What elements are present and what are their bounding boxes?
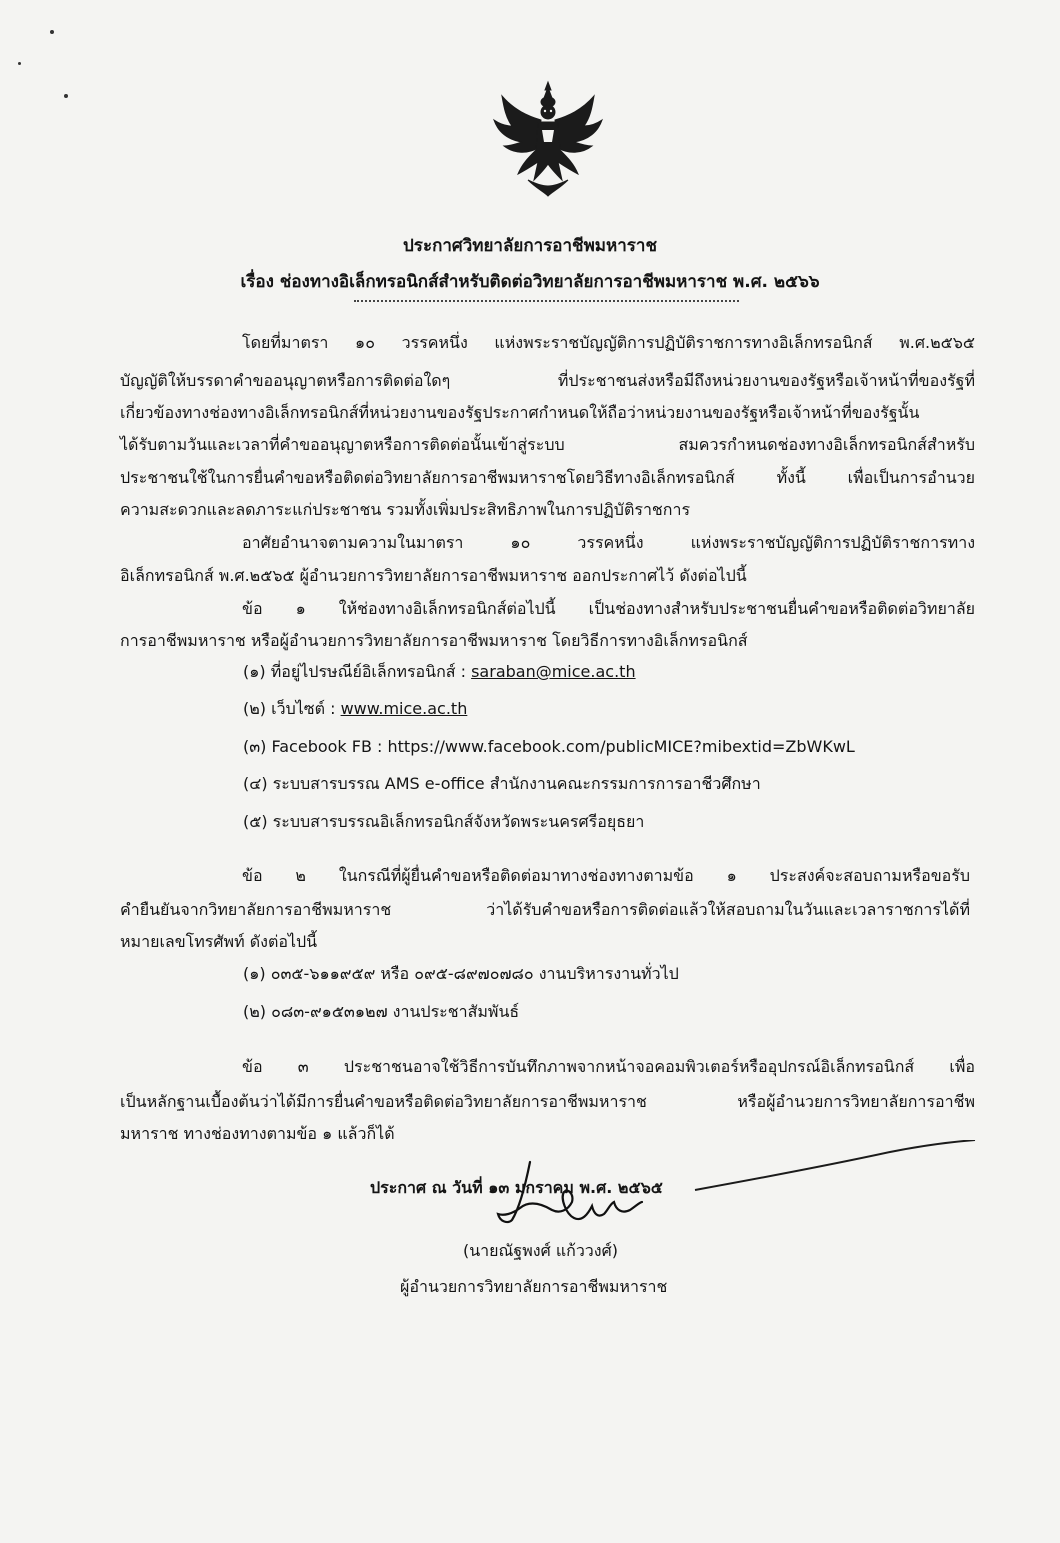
phone-general-admin: (๑) ๐๓๕-๖๑๑๙๕๙ หรือ ๐๙๕-๘๙๗๐๗๘๐ งานบริหารงานทั่วไป: [243, 964, 679, 983]
document-title: ประกาศวิทยาลัยการอาชีพมหาราช: [403, 236, 657, 256]
paragraph-line: เป็นหลักฐานเบื้องต้นว่าได้มีการยื่นคำขอหรือติดต่อวิทยาลัยการอาชีพมหาราช หรือผู้อำนวยการวิทยาลัยการอาชีพ: [120, 1092, 975, 1111]
website-link[interactable]: www.mice.ac.th: [340, 699, 468, 718]
scan-speck: [50, 30, 54, 34]
signer-position: ผู้อำนวยการวิทยาลัยการอาชีพมหาราช: [400, 1277, 668, 1296]
scan-speck: [18, 62, 21, 65]
paragraph-line: เกี่ยวข้องทางช่องทางอิเล็กทรอนิกส์ที่หน่วยงานของรัฐประกาศกำหนดให้ถือว่าหน่วยงานของรัฐหรือเจ้าหน้าที่ของรัฐนั้น: [120, 403, 920, 422]
signature-icon: [490, 1152, 665, 1232]
paragraph-line: ข้อ ๓ ประชาชนอาจใช้วิธีการบันทึกภาพจากหน้าจอคอมพิวเตอร์หรืออุปกรณ์อิเล็กทรอนิกส์ เพื่อ: [242, 1057, 975, 1076]
channel-ams-eoffice: (๔) ระบบสารบรรณ AMS e-office สำนักงานคณะกรรมการการอาชีวศึกษา: [243, 774, 761, 793]
paragraph-line: ข้อ ๒ ในกรณีที่ผู้ยื่นคำขอหรือติดต่อมาทางช่องทางตามข้อ ๑ ประสงค์จะสอบถามหรือขอรับ: [242, 866, 970, 885]
channel-email: [243, 660, 636, 684]
paragraph-line: ข้อ ๑ ให้ช่องทางอิเล็กทรอนิกส์ต่อไปนี้ เป็นช่องทางสำหรับประชาชนยื่นคำขอหรือติดต่อวิทยาลัย: [242, 599, 975, 618]
channel-website-label: (๒) เว็บไซต์ :: [243, 699, 341, 718]
channel-provincial-saraban: (๕) ระบบสารบรรณอิเล็กทรอนิกส์จังหวัดพระนครศรีอยุธยา: [243, 812, 645, 831]
paragraph-line: ประชาชนใช้ในการยื่นคำขอหรือติดต่อวิทยาลัยการอาชีพมหาราชโดยวิธีทางอิเล็กทรอนิกส์ ทั้งนี้ เพื่อเป็นการอำนวย: [120, 468, 975, 487]
paragraph-line: การอาชีพมหาราช หรือผู้อำนวยการวิทยาลัยการอาชีพมหาราช โดยวิธีการทางอิเล็กทรอนิกส์: [120, 631, 748, 650]
phone-public-relations: (๒) ๐๘๓-๙๑๕๓๑๒๗ งานประชาสัมพันธ์: [243, 1002, 520, 1021]
scan-speck: [64, 94, 68, 98]
paragraph-line: โดยที่มาตรา ๑๐ วรรคหนึ่ง แห่งพระราชบัญญัติการปฏิบัติราชการทางอิเล็กทรอนิกส์ พ.ศ.๒๕๖๕: [242, 333, 975, 352]
signer-name: (นายณัฐพงศ์ แก้ววงศ์): [463, 1241, 618, 1260]
signature-flourish: [690, 1140, 980, 1200]
garuda-emblem-icon: [488, 80, 608, 198]
email-link[interactable]: saraban@mice.ac.th: [471, 662, 636, 681]
document-subject: เรื่อง ช่องทางอิเล็กทรอนิกส์สำหรับติดต่อวิทยาลัยการอาชีพมหาราช พ.ศ. ๒๕๖๖: [240, 272, 820, 292]
paragraph-line: ความสะดวกและลดภาระแก่ประชาชน รวมทั้งเพิ่มประสิทธิภาพในการปฏิบัติราชการ: [120, 500, 691, 519]
channel-website: [243, 697, 467, 721]
channel-email-label: (๑) ที่อยู่ไปรษณีย์อิเล็กทรอนิกส์ :: [243, 662, 472, 681]
paragraph-line: หมายเลขโทรศัพท์ ดังต่อไปนี้: [120, 932, 318, 951]
paragraph-line: คำยืนยันจากวิทยาลัยการอาชีพมหาราช ว่าได้รับคำขอหรือการติดต่อแล้วให้สอบถามในวันและเวลาราชการได้ที่: [120, 900, 970, 919]
paragraph-line: อาศัยอำนาจตามความในมาตรา ๑๐ วรรคหนึ่ง แห่งพระราชบัญญัติการปฏิบัติราชการทาง: [242, 533, 975, 552]
title-divider: [354, 300, 739, 302]
paragraph-line: อิเล็กทรอนิกส์ พ.ศ.๒๕๖๕ ผู้อำนวยการวิทยาลัยการอาชีพมหาราช ออกประกาศไว้ ดังต่อไปนี้: [120, 566, 747, 585]
paragraph-line: ได้รับตามวันและเวลาที่คำขออนุญาตหรือการติดต่อนั้นเข้าสู่ระบบ สมควรกำหนดช่องทางอิเล็กทรอนิกส์สำหรับ: [120, 435, 975, 454]
announcement-date: ประกาศ ณ วันที่ ๑๓ มกราคม พ.ศ. ๒๕๖๕: [370, 1178, 663, 1197]
channel-facebook: (๓) Facebook FB : https://www.facebook.com/publicMICE?mibextid=ZbWKwL: [243, 737, 855, 756]
paragraph-line: มหาราช ทางช่องทางตามข้อ ๑ แล้วก็ได้: [120, 1124, 395, 1143]
paragraph-line: บัญญัติให้บรรดาคำขออนุญาตหรือการติดต่อใดๆ ที่ประชาชนส่งหรือมีถึงหน่วยงานของรัฐหรือเจ้าหน้าที่ของรัฐที่: [120, 371, 975, 390]
